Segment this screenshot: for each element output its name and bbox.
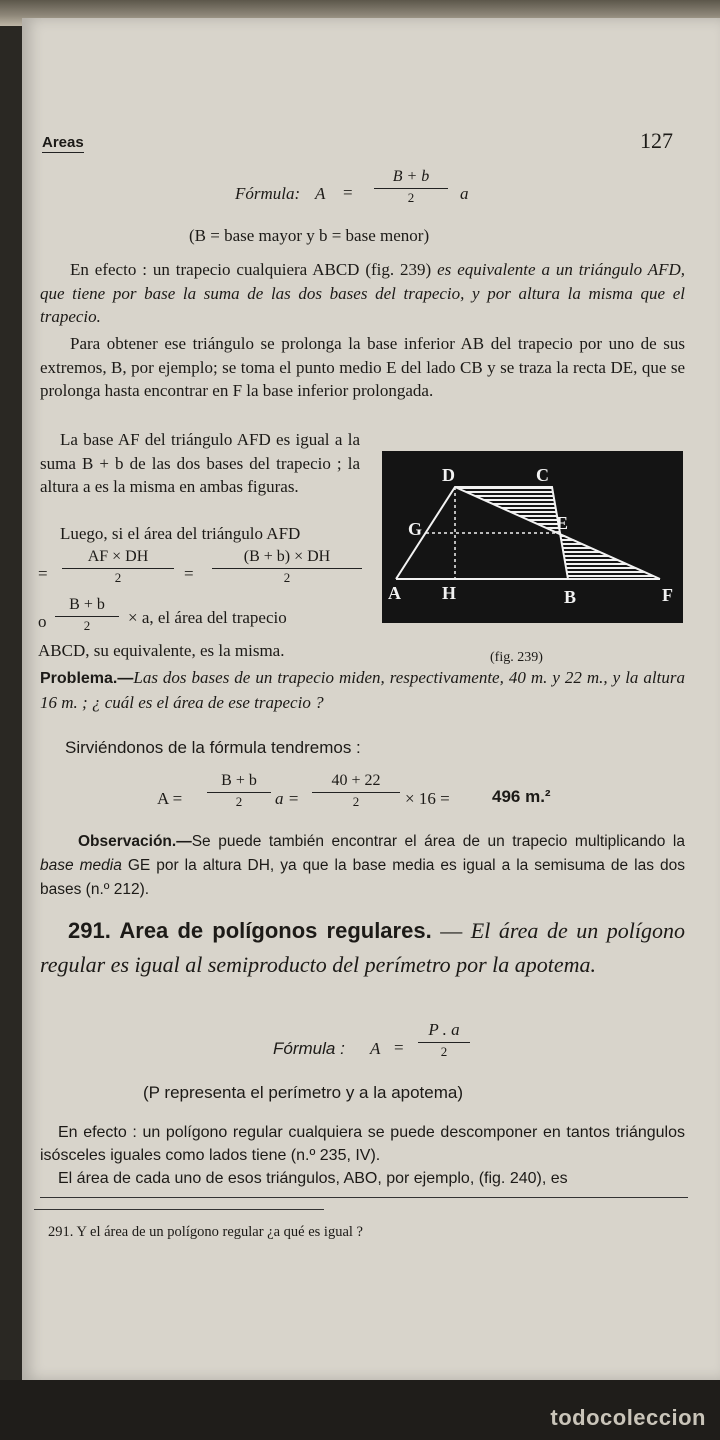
- calc-frac2-num: 40 + 22: [331, 772, 381, 789]
- observation-text-a: Se puede también encontrar el área de un trapecio multiplicando la: [191, 833, 685, 850]
- paragraph-base-sum: La base AF del triángulo AFD es igual a la suma B + b de las dos bases del trapecio ; la altura a es la misma en ambas figuras.: [40, 430, 360, 496]
- line-df: [455, 487, 660, 579]
- trapezoid-diagram: [382, 451, 683, 623]
- problem-label: Problema.—: [40, 670, 134, 687]
- calc-tail: × 16 =: [405, 789, 450, 808]
- footnote-rule: [40, 1197, 688, 1198]
- eq-line2-den: 2: [83, 618, 91, 633]
- section-number: 291.: [68, 918, 111, 943]
- label-e: E: [556, 513, 569, 533]
- calc-result: 496 m.²: [492, 787, 551, 806]
- calc-frac1-den: 2: [235, 794, 243, 809]
- observation-italic: base media: [40, 857, 122, 874]
- calc-fraction1: [207, 772, 271, 810]
- calc-lhs: A =: [157, 789, 183, 808]
- problem-text: Las dos bases de un trapecio miden, respectivamente, 40 m. y 22 m., y la altura 16 m. ; ¿ cuál es el área de ese trapecio ?: [40, 668, 685, 712]
- calc-fraction2: [312, 772, 400, 810]
- observation-paragraph: [40, 830, 685, 902]
- eq-line2-tail: × a, el área del trapecio: [128, 608, 287, 627]
- eq-line-frac2: [212, 548, 362, 586]
- section-dash: —: [431, 918, 471, 943]
- page-number: 127: [640, 128, 673, 153]
- formula1-factor: a: [460, 184, 469, 203]
- formula1-label: Fórmula:: [235, 184, 301, 203]
- paragraph-triangle-area: El área de cada uno de esos triángulos, ABO, por ejemplo, (fig. 240), es: [58, 1170, 568, 1187]
- paragraph-luego: Luego, si el área del triángulo AFD: [60, 524, 301, 543]
- eq-line2-fraction: [55, 596, 119, 634]
- formula1-denominator: 2: [407, 190, 415, 205]
- page-header-section: Areas: [42, 134, 84, 151]
- para1-italic: es equivalente a un triángulo AFD, que tiene por base la suma de las dos bases del trapecio, y por altura la misma que el trapecio.: [40, 260, 685, 326]
- formula2-numerator: P . a: [428, 1020, 460, 1039]
- eq-line2-num: B + b: [69, 596, 105, 613]
- formula2-note: (P representa el perímetro y a la apotema): [143, 1083, 464, 1102]
- calc-frac1-num: B + b: [221, 772, 257, 789]
- formula1-eq: =: [343, 183, 353, 202]
- observation-text-b: GE por la altura DH, ya que la base media es igual a la semisuma de las dos bases (n.º 212).: [40, 857, 685, 898]
- eq-line-frac1-num: AF × DH: [87, 548, 149, 565]
- eq-line-eq1: =: [38, 564, 48, 583]
- formula1-lhs: A: [315, 184, 326, 203]
- using-formula-text: Sirviéndonos de la fórmula tendremos :: [65, 738, 361, 757]
- formula2-lhs: A: [370, 1039, 381, 1058]
- figure-239: [382, 451, 683, 623]
- label-g: G: [408, 519, 423, 539]
- label-f: F: [662, 585, 673, 605]
- eq-line-frac2-den: 2: [283, 570, 291, 585]
- formula2-denominator: 2: [440, 1044, 448, 1059]
- eq-line-frac2-num: (B + b) × DH: [243, 548, 331, 565]
- paragraph-trapezoid-equivalence: [40, 258, 685, 329]
- footnote-rule-short: [34, 1209, 324, 1210]
- section-title: Area de polígonos regulares.: [119, 918, 432, 943]
- footnote-question: 291. Y el área de un polígono regular ¿a qué es igual ?: [48, 1224, 363, 1240]
- section-statement: El área de un polígono regular es igual al semiproducto del perímetro por la apotema.: [40, 918, 686, 977]
- paragraph-equivalent: ABCD, su equivalente, es la misma.: [38, 641, 285, 660]
- paragraph-construction: Para obtener ese triángulo se prolonga la base inferior AB del trapecio por uno de sus extremos, B, por ejemplo; se toma el punto medio E del lado CB y se traza la recta DE, que se prolonga hasta encontrar en F la base inferior prolongada.: [40, 334, 685, 400]
- formula2-eq: =: [394, 1038, 404, 1057]
- label-h: H: [442, 583, 457, 603]
- formula1-fraction: [374, 168, 448, 206]
- label-d: D: [442, 465, 455, 485]
- eq-line-eq2: =: [184, 564, 194, 583]
- observation-label: Observación.—: [78, 833, 192, 850]
- label-c: C: [536, 465, 549, 485]
- formula1-numerator: B + b: [392, 168, 430, 185]
- problem-statement: [40, 666, 685, 714]
- para1-normal: En efecto : un trapecio cualquiera ABCD (fig. 239): [70, 260, 438, 279]
- formula1-note: (B = base mayor y b = base menor): [189, 226, 430, 245]
- paragraph-polygon-decompose: En efecto : un polígono regular cualquiera se puede descomponer en tantos triángulos isósceles iguales como lados tiene (n.º 235, IV).: [40, 1124, 685, 1164]
- calc-frac2-den: 2: [352, 794, 360, 809]
- formula2-fraction: [418, 1020, 470, 1060]
- eq-line-frac1-den: 2: [114, 570, 122, 585]
- calc-mid: a =: [275, 789, 300, 808]
- formula2-label: Fórmula :: [273, 1039, 345, 1058]
- label-a: A: [388, 583, 401, 603]
- section-291: [40, 914, 685, 982]
- watermark: todocoleccion: [550, 1405, 706, 1430]
- eq-line-frac1: [62, 548, 174, 586]
- label-b: B: [564, 587, 577, 607]
- figure-caption: (fig. 239): [490, 650, 543, 665]
- eq-line2-lead: o: [38, 612, 47, 631]
